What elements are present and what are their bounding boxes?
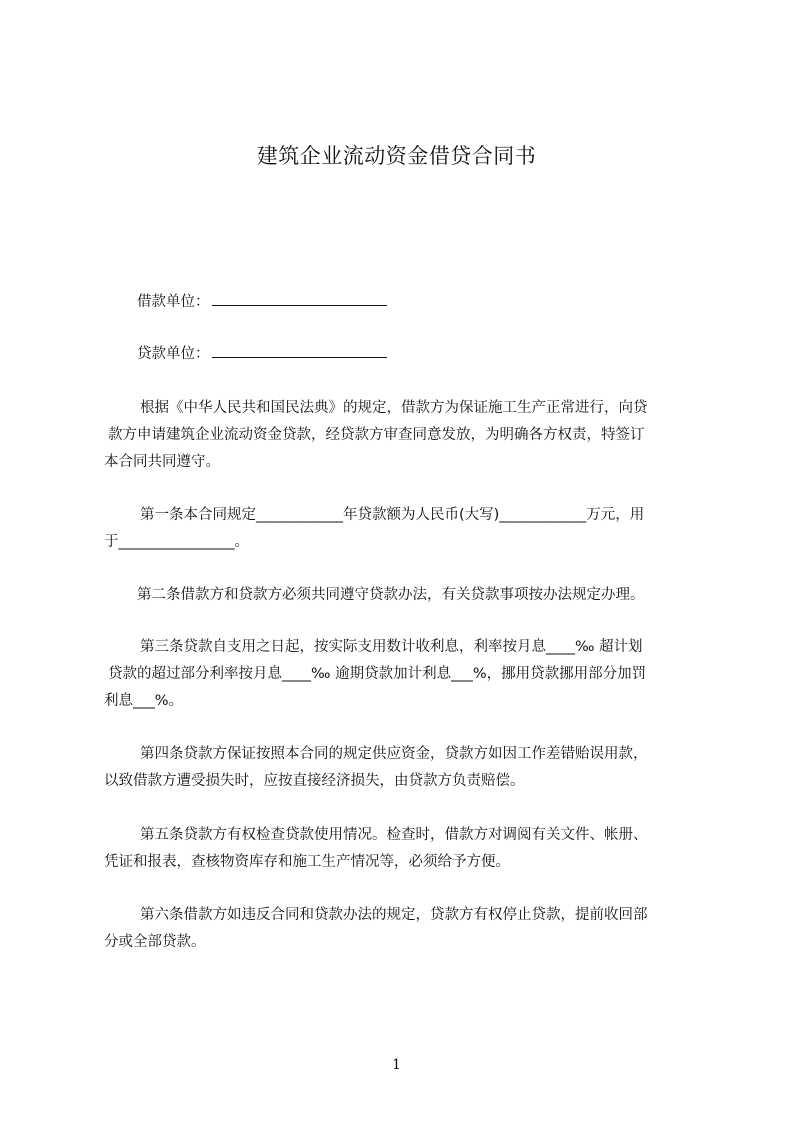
article1-line-1: 第一条本合同规定____________年贷款额为人民币(大写)____________万元，用 bbox=[140, 507, 645, 523]
article4-line-2: 以致借款方遭受损失时，应按直接经济损失，由贷款方负责赔偿。 bbox=[104, 773, 525, 789]
article3-line-1: 第三条贷款自支用之日起，按实际支用数计收利息，利率按月息____‰ 超计划 bbox=[140, 639, 643, 655]
borrower-blank bbox=[212, 292, 387, 306]
article5-line-1: 第五条贷款方有权检查贷款使用情况。检查时，借款方对调阅有关文件、帐册、 bbox=[140, 827, 648, 843]
lender-blank bbox=[212, 344, 387, 358]
article3-line-2: 贷款的超过部分利率按月息____‰ 逾期贷款加计利息___%，挪用贷款挪用部分加罚 bbox=[108, 666, 647, 682]
page-number: 1 bbox=[392, 1057, 401, 1073]
intro-line-1: 根据《中华人民共和国民法典》的规定，借款方为保证施工生产正常进行，向贷 bbox=[140, 400, 648, 416]
borrower-field bbox=[137, 292, 387, 312]
document-title: 建筑企业流动资金借贷合同书 bbox=[256, 144, 537, 168]
article6-line-2: 分或全部贷款。 bbox=[104, 934, 206, 950]
borrower-label: 借款单位： bbox=[137, 294, 210, 310]
article4-line-1: 第四条贷款方保证按照本合同的规定供应资金，贷款方如因工作差错贻误用款， bbox=[140, 746, 648, 762]
lender-field bbox=[137, 344, 387, 364]
intro-line-2: 款方申请建筑企业流动资金贷款，经贷款方审查同意发放，为明确各方权责，特签订 bbox=[108, 427, 645, 443]
article6-line-1: 第六条借款方如违反合同和贷款办法的规定，贷款方有权停止贷款，提前收回部 bbox=[140, 907, 648, 923]
article2-line-1: 第二条借款方和贷款方必须共同遵守贷款办法，有关贷款事项按办法规定办理。 bbox=[137, 587, 645, 603]
article5-line-2: 凭证和报表，查核物资库存和施工生产情况等，必须给予方便。 bbox=[104, 854, 510, 870]
article1-line-2: 于________________。 bbox=[104, 534, 249, 550]
lender-label: 贷款单位： bbox=[137, 346, 210, 362]
article3-line-3: 利息___%。 bbox=[104, 693, 184, 709]
intro-line-3: 本合同共同遵守。 bbox=[104, 454, 220, 470]
